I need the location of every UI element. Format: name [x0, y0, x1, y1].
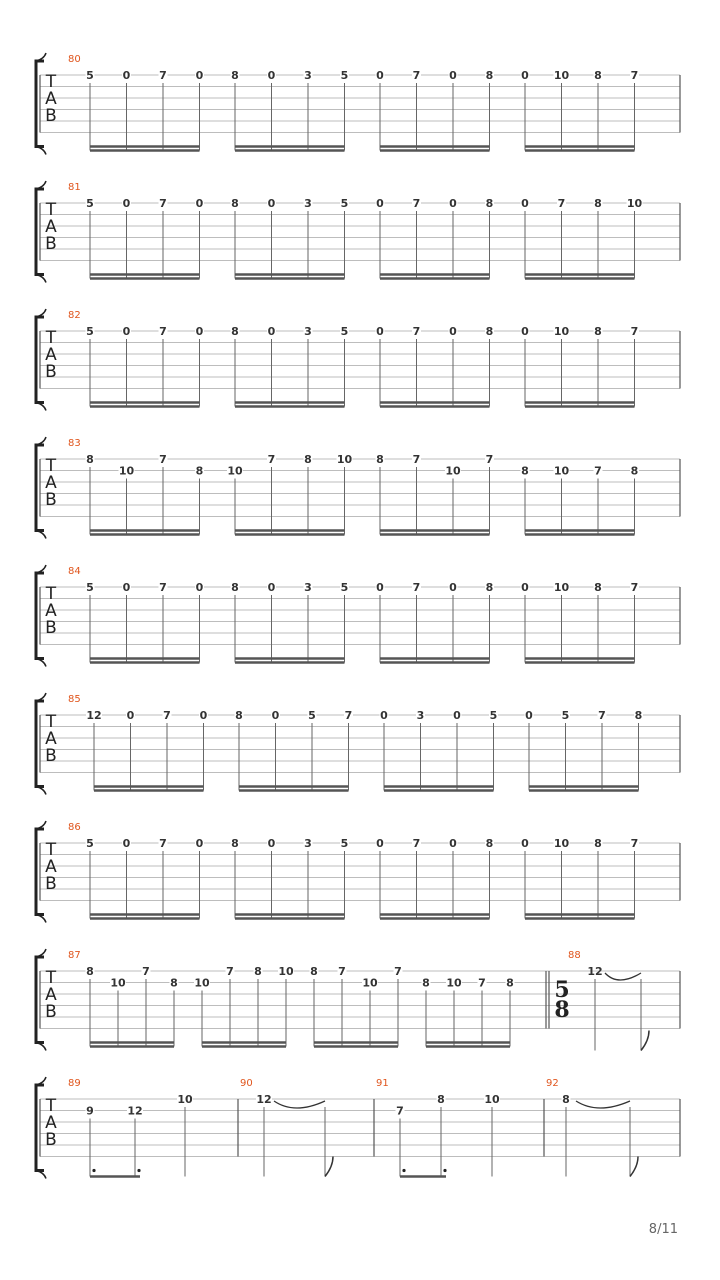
fret-number: 0 [271, 709, 280, 722]
tab-clef-letter: T [45, 1096, 57, 1116]
fret-number: 10 [553, 581, 570, 594]
fret-number: 10 [626, 197, 643, 210]
fret-number: 0 [521, 69, 529, 82]
fret-number: 8 [376, 453, 384, 466]
tab-clef-letter: A [45, 473, 57, 493]
fret-number: 8 [594, 837, 602, 850]
staff-system [36, 309, 680, 411]
fret-number: 0 [376, 197, 384, 210]
fret-number: 0 [195, 325, 204, 338]
fret-number: 0 [449, 325, 457, 338]
fret-number: 12 [256, 1093, 272, 1106]
tab-clef-letter: T [45, 584, 57, 604]
fret-number: 0 [449, 837, 457, 850]
tie-arc [605, 973, 641, 980]
fret-number: 7 [478, 976, 486, 990]
dot [402, 1169, 405, 1172]
fret-number: 7 [412, 581, 421, 594]
fret-number: 7 [630, 325, 639, 338]
fret-number: 0 [195, 837, 204, 850]
fret-number: 0 [122, 197, 131, 210]
bracket-hook [36, 1043, 46, 1051]
fret-number: 0 [199, 709, 208, 722]
fret-number: 7 [412, 837, 421, 850]
fret-number: 7 [630, 837, 639, 850]
fret-number: 5 [86, 69, 94, 82]
fret-number: 5 [308, 709, 316, 722]
tab-clef-letter: A [45, 345, 57, 365]
bracket-hook [36, 53, 46, 61]
measure-number: 81 [68, 182, 81, 193]
fret-number: 0 [521, 325, 529, 338]
fret-number: 7 [630, 69, 639, 82]
fret-number: 8 [485, 69, 494, 82]
measure-number: 89 [68, 1078, 81, 1089]
fret-number: 10 [446, 976, 462, 990]
fret-number: 7 [159, 837, 167, 850]
fret-number: 12 [127, 1104, 143, 1118]
fret-number: 12 [587, 965, 603, 978]
fret-number: 8 [254, 965, 262, 978]
fret-number: 7 [338, 965, 346, 978]
fret-number: 5 [340, 837, 349, 850]
measure-number: 91 [376, 1078, 389, 1089]
fret-number: 10 [445, 464, 461, 478]
fret-number: 7 [267, 453, 276, 466]
time-signature-top: 5 [554, 977, 570, 1003]
staff-system [36, 181, 680, 283]
staff-system [36, 437, 680, 539]
staff-system [36, 821, 680, 923]
fret-number: 0 [449, 69, 457, 82]
fret-number: 3 [304, 69, 312, 82]
fret-number: 8 [594, 69, 602, 82]
fret-number: 7 [412, 197, 421, 210]
fret-number: 7 [344, 709, 353, 722]
fret-number: 10 [553, 69, 570, 82]
fret-number: 0 [449, 581, 457, 594]
staff-system [36, 565, 680, 667]
fret-number: 8 [304, 453, 312, 466]
fret-number: 8 [634, 709, 643, 722]
measure-number: 88 [568, 950, 581, 961]
fret-number: 5 [340, 325, 349, 338]
bracket-hook [36, 1171, 46, 1179]
fret-number: 10 [227, 464, 243, 478]
fret-number: 0 [376, 69, 384, 82]
note-flag [641, 1031, 649, 1051]
fret-number: 8 [310, 965, 318, 978]
bracket-hook [36, 659, 46, 667]
bracket-hook [36, 309, 46, 317]
fret-number: 0 [195, 581, 204, 594]
dot [137, 1169, 140, 1172]
fret-number: 8 [231, 581, 239, 594]
dot [443, 1169, 446, 1172]
tab-clef-letter: B [45, 618, 57, 638]
page-number: 8/11 [648, 1222, 678, 1237]
fret-number: 7 [594, 464, 602, 478]
fret-number: 7 [394, 965, 402, 978]
fret-number: 8 [86, 453, 94, 466]
staff-system [36, 949, 680, 1051]
fret-number: 5 [340, 197, 349, 210]
fret-number: 0 [376, 325, 384, 338]
bracket-hook [36, 915, 46, 923]
fret-number: 8 [422, 976, 430, 990]
fret-number: 3 [304, 325, 312, 338]
fret-number: 7 [159, 197, 167, 210]
fret-number: 8 [170, 976, 178, 990]
fret-number: 8 [594, 197, 602, 210]
fret-number: 5 [86, 325, 94, 338]
fret-number: 5 [489, 709, 498, 722]
fret-number: 3 [304, 837, 312, 850]
tab-clef-letter: B [45, 1002, 57, 1022]
bracket-hook [36, 181, 46, 189]
fret-number: 5 [561, 709, 570, 722]
fret-number: 7 [485, 453, 494, 466]
fret-number: 0 [521, 197, 529, 210]
time-signature-bottom: 8 [554, 997, 570, 1023]
staff-system [36, 693, 680, 795]
fret-number: 0 [126, 709, 135, 722]
measure-number: 83 [68, 438, 81, 449]
fret-number: 7 [557, 197, 566, 210]
fret-number: 8 [485, 837, 494, 850]
fret-number: 0 [122, 325, 131, 338]
fret-number: 0 [521, 837, 529, 850]
bracket-hook [36, 787, 46, 795]
tab-clef-letter: A [45, 729, 57, 749]
fret-number: 8 [594, 325, 602, 338]
fret-number: 8 [562, 1093, 570, 1106]
tab-clef-letter: A [45, 89, 57, 109]
fret-number: 0 [122, 69, 131, 82]
tab-clef-letter: T [45, 72, 57, 92]
measure-number: 86 [68, 822, 81, 833]
staff-system [36, 53, 680, 155]
fret-number: 7 [412, 325, 421, 338]
bracket-hook [36, 821, 46, 829]
fret-number: 8 [231, 69, 239, 82]
fret-number: 3 [416, 709, 425, 722]
fret-number: 10 [110, 976, 126, 990]
fret-number: 5 [86, 581, 94, 594]
measure-number: 84 [68, 566, 81, 577]
fret-number: 8 [485, 581, 494, 594]
fret-number: 8 [86, 965, 94, 978]
tab-clef-letter: T [45, 968, 57, 988]
fret-number: 0 [267, 325, 276, 338]
tab-clef-letter: T [45, 840, 57, 860]
measure-number: 87 [68, 950, 81, 961]
fret-number: 3 [304, 197, 312, 210]
bracket-hook [36, 403, 46, 411]
tab-clef-letter: A [45, 601, 57, 621]
note-flag [630, 1157, 638, 1177]
fret-number: 7 [598, 709, 606, 722]
fret-number: 10 [553, 464, 570, 478]
fret-number: 10 [336, 453, 353, 466]
fret-number: 0 [521, 581, 529, 594]
tab-clef-letter: T [45, 456, 57, 476]
fret-number: 7 [159, 69, 167, 82]
fret-number: 10 [362, 976, 378, 990]
tab-clef-letter: B [45, 490, 57, 510]
bracket-hook [36, 949, 46, 957]
tab-clef-letter: B [45, 746, 57, 766]
fret-number: 0 [267, 837, 276, 850]
fret-number: 7 [159, 325, 167, 338]
fret-number: 10 [194, 976, 210, 990]
fret-number: 0 [195, 69, 204, 82]
measure-number: 80 [68, 54, 81, 65]
fret-number: 12 [86, 709, 102, 722]
fret-number: 0 [380, 709, 388, 722]
fret-number: 5 [340, 69, 349, 82]
tie-arc [274, 1101, 325, 1108]
tab-clef-letter: B [45, 106, 57, 126]
bracket-hook [36, 437, 46, 445]
fret-number: 10 [177, 1093, 193, 1106]
measure-number: 90 [240, 1078, 253, 1089]
fret-number: 10 [553, 837, 570, 850]
fret-number: 7 [226, 965, 234, 978]
fret-number: 0 [267, 197, 276, 210]
tab-clef-letter: T [45, 712, 57, 732]
tab-clef-letter: A [45, 217, 57, 237]
fret-number: 10 [484, 1093, 500, 1106]
fret-number: 7 [159, 581, 167, 594]
fret-number: 0 [449, 197, 457, 210]
tab-clef-letter: A [45, 985, 57, 1005]
fret-number: 7 [159, 453, 167, 466]
fret-number: 8 [485, 197, 494, 210]
fret-number: 8 [235, 709, 243, 722]
tab-clef-letter: B [45, 1130, 57, 1150]
fret-number: 7 [396, 1104, 404, 1118]
fret-number: 0 [453, 709, 461, 722]
fret-number: 5 [86, 837, 94, 850]
dot [92, 1169, 95, 1172]
tab-clef-letter: B [45, 362, 57, 382]
fret-number: 0 [122, 837, 131, 850]
fret-number: 5 [86, 197, 94, 210]
fret-number: 10 [278, 965, 294, 978]
fret-number: 8 [521, 464, 529, 478]
fret-number: 0 [122, 581, 131, 594]
bracket-hook [36, 1077, 46, 1085]
fret-number: 0 [195, 197, 204, 210]
fret-number: 0 [376, 581, 384, 594]
tie-arc [576, 1101, 630, 1108]
fret-number: 8 [437, 1093, 445, 1106]
fret-number: 0 [525, 709, 533, 722]
fret-number: 5 [340, 581, 349, 594]
bracket-hook [36, 147, 46, 155]
measure-number: 85 [68, 694, 81, 705]
fret-number: 8 [195, 464, 204, 478]
bracket-hook [36, 565, 46, 573]
bracket-hook [36, 275, 46, 283]
fret-number: 8 [231, 197, 239, 210]
fret-number: 7 [163, 709, 171, 722]
tab-clef-letter: B [45, 874, 57, 894]
fret-number: 0 [267, 581, 276, 594]
note-flag [325, 1157, 333, 1177]
staff-system [36, 1077, 680, 1179]
fret-number: 8 [231, 837, 239, 850]
fret-number: 7 [412, 69, 421, 82]
bracket-hook [36, 531, 46, 539]
tab-clef-letter: T [45, 200, 57, 220]
fret-number: 0 [267, 69, 276, 82]
bracket-hook [36, 693, 46, 701]
fret-number: 3 [304, 581, 312, 594]
tab-clef-letter: A [45, 1113, 57, 1133]
measure-number: 82 [68, 310, 81, 321]
measure-number: 92 [546, 1078, 559, 1089]
fret-number: 7 [630, 581, 639, 594]
fret-number: 8 [231, 325, 239, 338]
fret-number: 8 [506, 976, 514, 990]
fret-number: 8 [630, 464, 639, 478]
fret-number: 7 [412, 453, 421, 466]
fret-number: 7 [142, 965, 150, 978]
fret-number: 0 [376, 837, 384, 850]
fret-number: 8 [594, 581, 602, 594]
fret-number: 8 [485, 325, 494, 338]
tab-clef-letter: A [45, 857, 57, 877]
fret-number: 9 [86, 1104, 94, 1118]
tab-clef-letter: T [45, 328, 57, 348]
tab-clef-letter: B [45, 234, 57, 254]
fret-number: 10 [553, 325, 570, 338]
fret-number: 10 [118, 464, 135, 478]
